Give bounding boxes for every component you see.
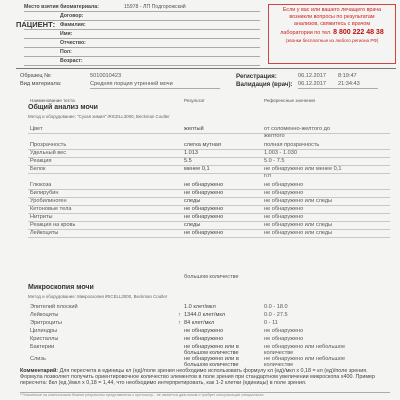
microscopy-test-name: Эпителий плоский [30, 304, 78, 310]
test-result: менее 0,1 [184, 166, 210, 172]
section1-tail: большом количестве [184, 274, 239, 280]
comment-block [20, 368, 386, 387]
patient-label: ПАЦИЕНТ: [16, 20, 56, 29]
section-method-microscopy: Метод и оборудование: Микроскопия iRICELL3000, Beckman Coulter [28, 294, 168, 299]
microscopy-test-reference: 0 - 11 [264, 320, 278, 326]
registration-date: 06.12.2017 [298, 73, 326, 79]
test-name: Глюкоза [30, 182, 52, 188]
microscopy-test-name: Бактерии [30, 344, 55, 350]
col-header-result: Результат [184, 98, 205, 103]
microscopy-test-result: не обнаружено или в [184, 356, 239, 362]
section-title-microscopy: Микроскопия мочи [28, 284, 94, 291]
registration-label: Регистрация: [236, 73, 277, 80]
registration-time: 8:19:47 [338, 73, 357, 79]
row-divider [28, 197, 390, 198]
test-result: не обнаружено [184, 182, 224, 188]
test-reference: не обнаружено или следы [264, 230, 333, 236]
test-result: не обнаружено [184, 214, 224, 220]
row-divider [28, 133, 390, 134]
test-name: Кетоновые тела [30, 206, 72, 212]
test-reference: не обнаружено [264, 182, 304, 188]
row-divider [28, 157, 390, 158]
name-label: Имя: [60, 31, 73, 37]
test-name: Реакция на кровь [30, 222, 76, 228]
test-reference: не обнаружено [264, 190, 304, 196]
microscopy-test-result: большом количестве [184, 350, 239, 356]
notice-line: возникли вопросы по результатам [289, 14, 375, 21]
footnote: **Указанные на клиническом бланке результаты представлены к протоколу... не является диагнозом и требует консультации специалиста [20, 393, 264, 397]
notice-phone: 8 800 222 48 38 [333, 28, 384, 36]
test-reference: 5.0 - 7.5 [264, 158, 285, 164]
surname-label: Фамилия: [60, 22, 86, 28]
comment-text: Для пересчета в единицы кл (ед)/поле зрения необходимо использовать формулу кл (ед)/мкл х 0,18 = кл (ед)/поле зрения. Формула позволяет получить ориентировочное количество элементов в поле зрения при стандартном увеличении микроскопа х400. Пример пересчета: 8кл (ед.)/мкл х 0,18 = 1,44, что необходимо интерпретировать, как 1-2 клетки (единицы) в поле зрения. [20, 368, 376, 387]
validation-time: 21:34:43 [338, 81, 360, 87]
age-label: Возраст: [60, 58, 83, 64]
notice-line: Если у вас или вашего лечащего врача [282, 7, 382, 13]
sex-label: Пол: [60, 49, 72, 55]
material-label: Вид материала: [20, 81, 62, 87]
test-name: Реакция [30, 158, 52, 164]
test-result: следы [184, 222, 201, 228]
sample-value: 5010010423 [90, 73, 122, 79]
contact-notice-box [268, 4, 396, 64]
microscopy-test-reference: количестве [264, 362, 294, 368]
row-divider [28, 237, 390, 238]
test-reference: полная прозрачность [264, 142, 320, 148]
test-result: не обнаружено [184, 230, 224, 236]
material-value: Средняя порция утренней мочи [90, 81, 173, 87]
microscopy-test-name: Слизь [30, 356, 46, 362]
test-reference: не обнаружено [264, 214, 304, 220]
test-reference: от соломенно-желтого до [264, 126, 330, 132]
microscopy-test-reference: 0.0 - 18.0 [264, 304, 288, 310]
test-result: следы [184, 198, 201, 204]
validation-date: 06.12.2017 [298, 81, 326, 87]
place-label: Место взятия биоматериала: [24, 4, 99, 10]
microscopy-test-result: не обнаружено или в [184, 344, 239, 350]
microscopy-test-name: Цилиндры [30, 328, 58, 334]
microscopy-test-reference: не обнаружено или небольшое [264, 344, 346, 350]
col-header-reference: Референсные значения [264, 98, 315, 103]
test-reference: не обнаружено или следы [264, 222, 333, 228]
test-result: не обнаружено [184, 190, 224, 196]
test-reference: не обнаружено [264, 206, 304, 212]
test-name: Уробилиноген [30, 198, 67, 204]
test-result: слегка мутная [184, 142, 221, 148]
test-name: Белок [30, 166, 46, 172]
microscopy-test-name: Кристаллы [30, 336, 59, 342]
microscopy-test-result: 1.0 клет/мкл [184, 304, 216, 310]
abnormal-arrow-icon: ↑ [178, 312, 181, 318]
test-name: Лейкоциты [30, 230, 59, 236]
microscopy-test-reference: не обнаружено [264, 328, 304, 334]
microscopy-test-result: большом количестве [184, 362, 239, 368]
row-divider [28, 173, 390, 174]
test-reference-cont: г/л [264, 173, 271, 179]
microscopy-test-reference: 0.0 - 27.5 [264, 312, 288, 318]
microscopy-test-reference: количестве [264, 350, 294, 356]
test-name: Прозрачность [30, 142, 67, 148]
test-result: 5.5 [184, 158, 192, 164]
microscopy-test-name: Эритроциты [30, 320, 62, 326]
contract-label: Договор: [60, 13, 84, 19]
col-header-name: Наименование теста [30, 98, 75, 103]
patronymic-label: Отчество: [60, 40, 86, 46]
test-name: Нитриты [30, 214, 53, 220]
microscopy-test-result: 84 клет/мкл [184, 320, 215, 326]
test-result: 1.013 [184, 150, 198, 156]
row-divider [28, 221, 390, 222]
microscopy-test-result: 1344.0 клет/мкл [184, 312, 226, 318]
row-divider [28, 149, 390, 150]
test-result: не обнаружено [184, 206, 224, 212]
test-name: Цвет [30, 126, 43, 132]
microscopy-test-result: не обнаружено [184, 336, 224, 342]
notice-phone-prefix: лаборатории по тел. [280, 29, 332, 36]
test-name: Билирубин [30, 190, 59, 196]
place-value: 15978 - ЛП Подгорожский [124, 4, 186, 10]
test-reference: 1.003 - 1.030 [264, 150, 297, 156]
comment-label: Комментарий: [20, 368, 59, 374]
test-name: Удельный вес [30, 150, 67, 156]
microscopy-test-result: не обнаружено [184, 328, 224, 334]
notice-phone-line [269, 29, 395, 37]
validation-label: Валидация (врач): [236, 81, 293, 88]
microscopy-test-reference: не обнаружено [264, 336, 304, 342]
section-title-general: Общий анализ мочи [28, 104, 98, 111]
sample-label: Образец №: [20, 73, 52, 79]
section-method-general: Метод и оборудование: "Сухая химия" iRICELL3000, Beckman Coulter [28, 114, 170, 119]
abnormal-arrow-icon: ↑ [178, 320, 181, 326]
test-reference: не обнаружено или менее 0,1 [264, 166, 342, 172]
microscopy-test-reference: не обнаружено или небольшое [264, 356, 346, 362]
microscopy-test-name: Лейкоциты [30, 312, 59, 318]
test-reference-cont: желтого [264, 133, 285, 139]
notice-line: (звонки бесплатные из любого региона РФ) [285, 37, 379, 43]
test-reference: не обнаружено или следы [264, 198, 333, 204]
test-result: желтый [184, 126, 204, 132]
notice-line: анализов, свяжитесь с врачом [293, 21, 371, 28]
